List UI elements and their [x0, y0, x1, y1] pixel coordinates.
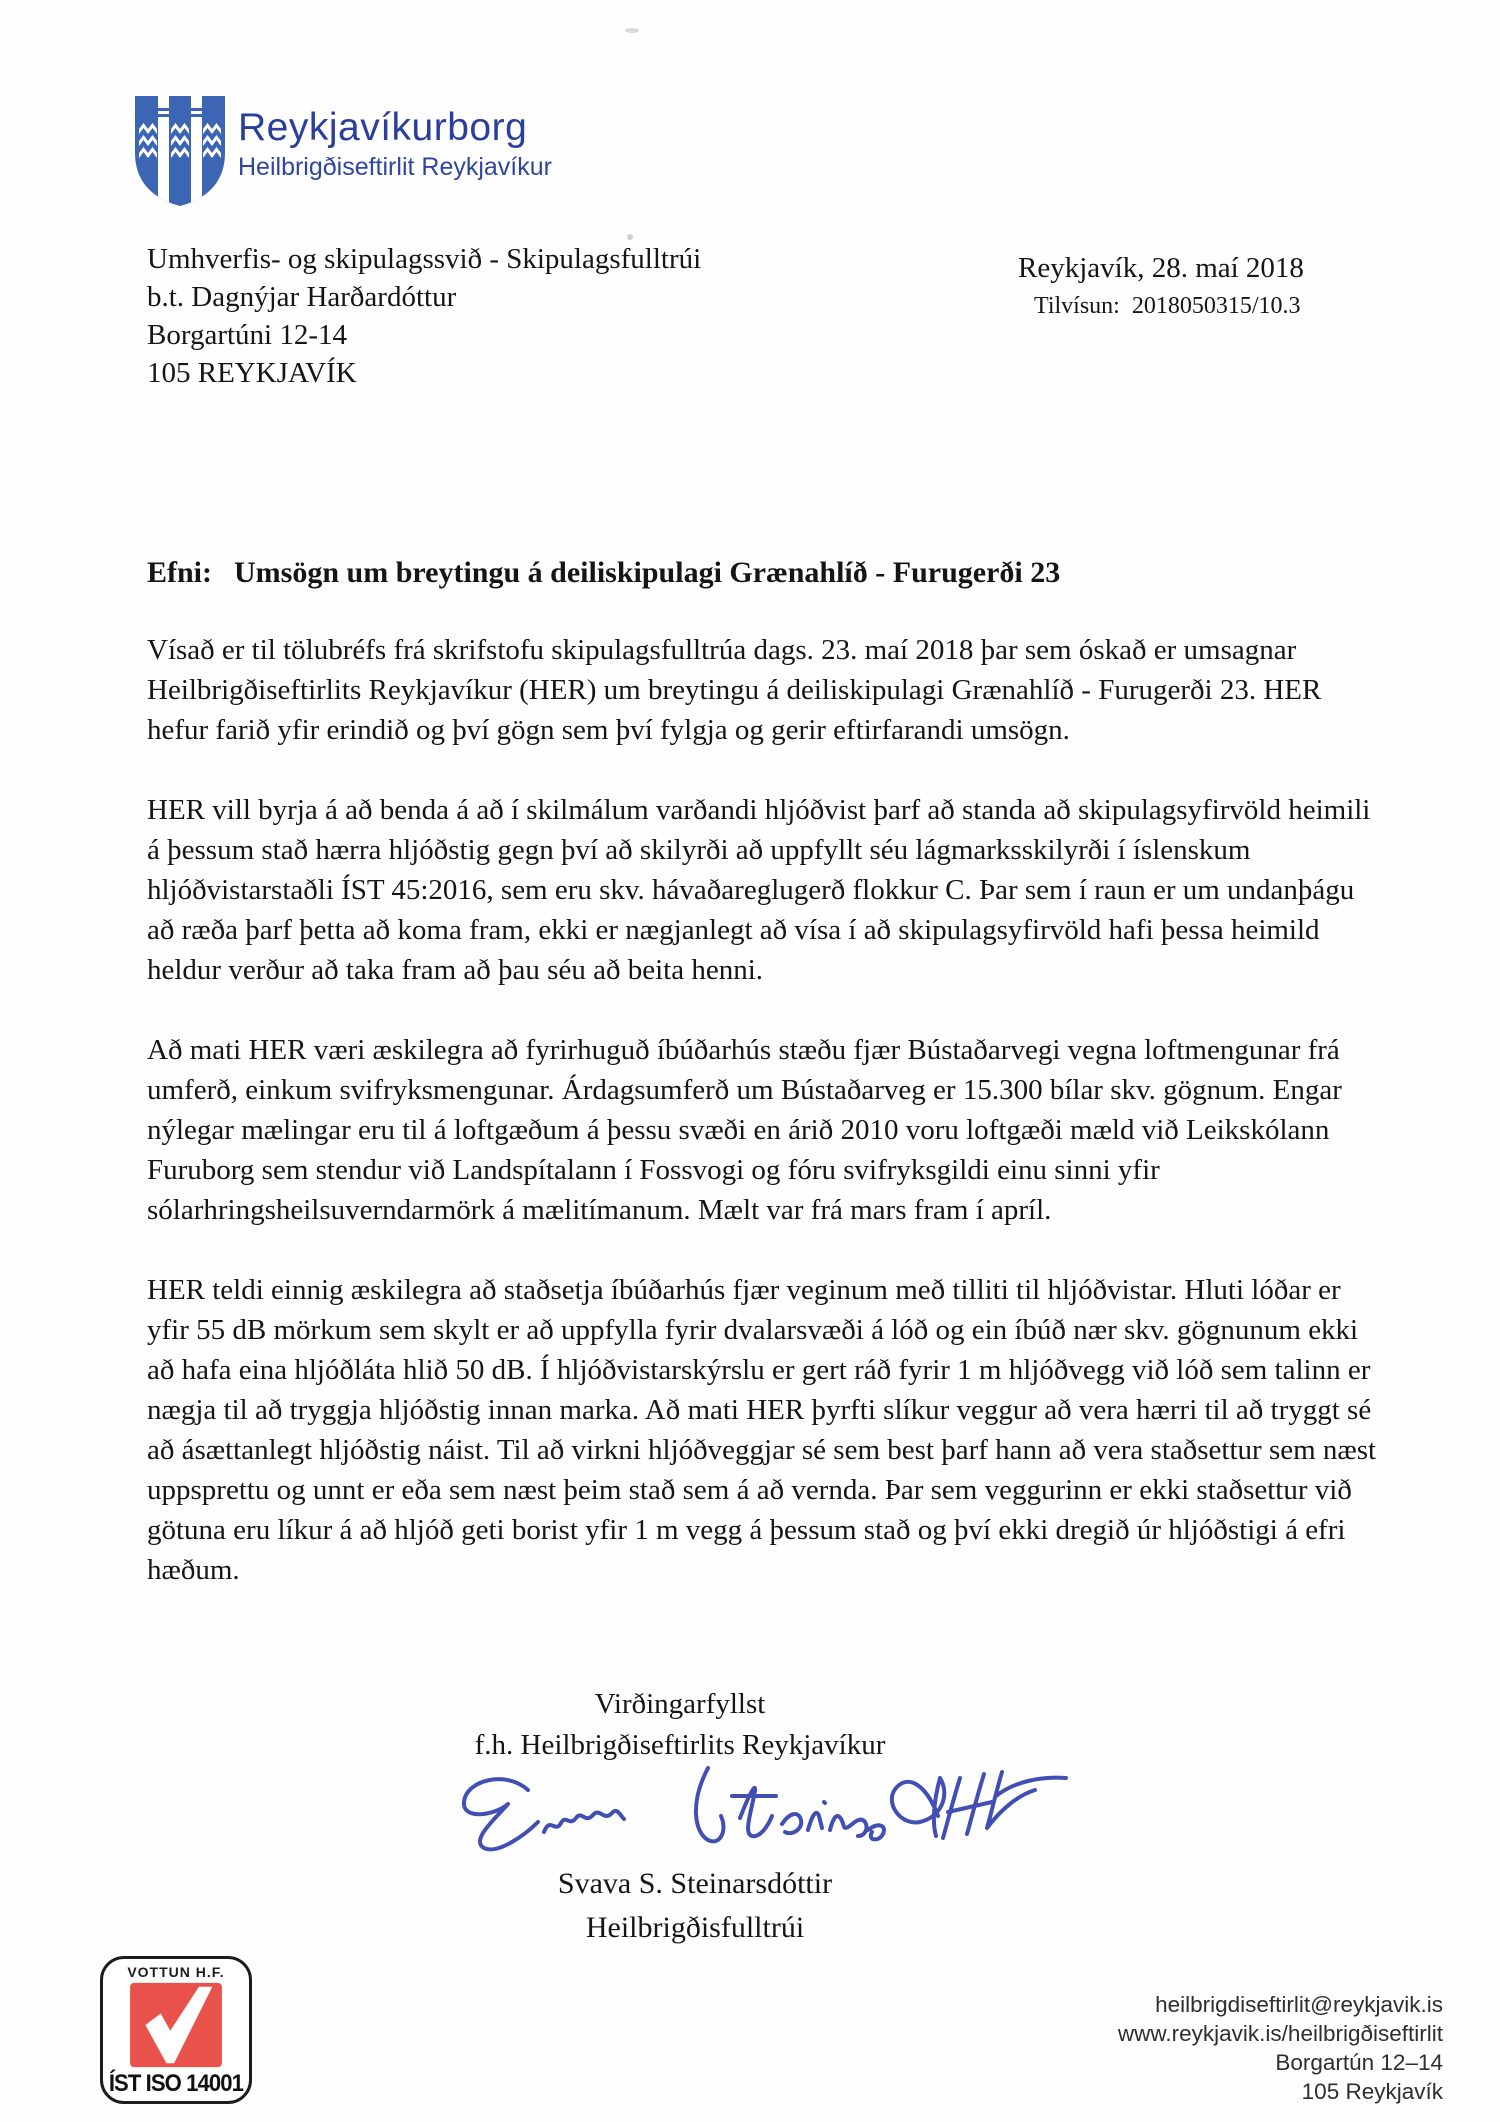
- reference-label: Tilvísun:: [1034, 293, 1120, 319]
- reference-value: 2018050315/10.3: [1131, 293, 1301, 319]
- contact-website: www.reykjavik.is/heilbrigðiseftirlit: [1117, 2021, 1443, 2046]
- recipient-line: Umhverfis- og skipulagssvið - Skipulagsfulltrúi: [147, 243, 702, 275]
- contact-street: Borgartún 12–14: [1275, 2050, 1443, 2075]
- contact-city: 105 Reykjavík: [1301, 2079, 1443, 2104]
- closing-on-behalf: f.h. Heilbrigðiseftirlits Reykjavíkur: [474, 1729, 886, 1761]
- checkmark-icon: [128, 1981, 224, 2069]
- certification-bottom-label: ÍST ISO 14001: [108, 2070, 244, 2097]
- recipient-address: [147, 240, 701, 392]
- recipient-line: 105 REYKJAVÍK: [147, 357, 357, 389]
- scan-artifact: [625, 28, 639, 33]
- body-paragraph: HER teldi einnig æskilegra að staðsetja íbúðarhús fjær veginum með tilliti til hljóðvistar. Hluti lóðar er yfir 55 dB mörkum sem skylt er að uppfylla fyrir dvalarsvæði á lóð og ein íbúð nær skv. gögnunum ekki að hafa eina hljóðláta hlið 50 dB. Í hljóðvistarskýrslu er gert ráð fyrir 1 m hljóðvegg við lóð sem talinn er nægja til að tryggja hljóðstig innan marka. Að mati HER þyrfti slíkur veggur að vera hærri til að tryggt sé að ásættanlegt hljóðstig náist. Til að virkni hljóðveggjar sé sem best þarf hann að vera staðsettur sem næst uppsprettu og unnt er eða sem næst þeim stað sem á að vernda. Þar sem veggurinn er ekki staðsettur við götuna eru líkur á að hljóð geti borist yfir 1 m vegg á þessum stað og því ekki dregið úr hljóðstigi á efri hæðum.: [147, 1274, 1377, 1586]
- certification-top-label: VOTTUN H.F.: [127, 1964, 225, 1980]
- body-paragraph: Að mati HER væri æskilegra að fyrirhuguð íbúðarhús stæðu fjær Bústaðarvegi vegna loftmengunar frá umferð, einkum svifryksmengunar. Árdagsumferð um Bústaðarveg er 15.300 bílar skv. gögnum. Engar nýlegar mælingar eru til á loftgæðum á þessu svæði en árið 2010 voru loftgæði mæld við Leikskólann Furuborg sem stendur við Landspítalann í Fossvogi og fóru svifryksgildi einu sinni yfir sólarhringsheilsuverndarmörk á mælitímanum. Mælt var frá mars fram í apríl.: [147, 1034, 1342, 1226]
- recipient-line: Borgartúni 12-14: [147, 319, 348, 351]
- body-paragraph: HER vill byrja á að benda á að í skilmálum varðandi hljóðvist þarf að standa að skipulagsyfirvöld heimili á þessum stað hærra hljóðstig gegn því að skilyrði að uppfyllt séu lágmarksskilyrði í íslenskum hljóðvistarstaðli ÍST 45:2016, sem eru skv. hávaðareglugerð flokkur C. Þar sem í raun er um undanþágu að ræða þarf þetta að koma fram, ekki er nægjanlegt að vísa í að skipulagsyfirvöld hafi þessa heimild heldur verður að taka fram að þau séu að beita henni.: [147, 794, 1371, 986]
- org-department: Heilbrigðiseftirlit Reykjavíkur: [238, 153, 552, 181]
- reykjavik-coat-of-arms-icon: [130, 93, 230, 209]
- closing-salutation: Virðingarfyllst: [594, 1688, 766, 1720]
- signer-block: [300, 1862, 1090, 1950]
- org-name: Reykjavíkurborg: [238, 106, 528, 149]
- subject-line: [147, 556, 1060, 590]
- footer-contact: [1118, 1990, 1443, 2106]
- letter-meta: [1018, 252, 1304, 320]
- reference-line: [1018, 293, 1304, 320]
- place-and-date: Reykjavík, 28. maí 2018: [1018, 252, 1304, 284]
- iso-certification-badge: [100, 1956, 252, 2104]
- closing-block: [300, 1684, 1060, 1766]
- signer-name: Svava S. Steinarsdóttir: [557, 1867, 833, 1900]
- body-paragraph: Vísað er til tölubréfs frá skrifstofu skipulagsfulltrúa dags. 23. maí 2018 þar sem óskað er umsagnar Heilbrigðiseftirlits Reykjavíkur (HER) um breytingu á deiliskipulagi Grænahlíð - Furugerði 23. HER hefur farið yfir erindið og því gögn sem því fylgja og gerir eftirfarandi umsögn.: [147, 634, 1322, 746]
- letterhead: [238, 106, 552, 182]
- contact-email: heilbrigdiseftirlit@reykjavik.is: [1155, 1992, 1443, 2017]
- handwritten-signature-icon: [430, 1758, 1090, 1870]
- subject-label: Efni:: [147, 556, 213, 589]
- signer-title: Heilbrigðisfulltrúi: [585, 1911, 805, 1944]
- letter-body: [147, 630, 1385, 1630]
- recipient-line: b.t. Dagnýjar Harðardóttur: [147, 281, 457, 313]
- subject-text: Umsögn um breytingu á deiliskipulagi Grænahlíð - Furugerði 23: [234, 556, 1061, 589]
